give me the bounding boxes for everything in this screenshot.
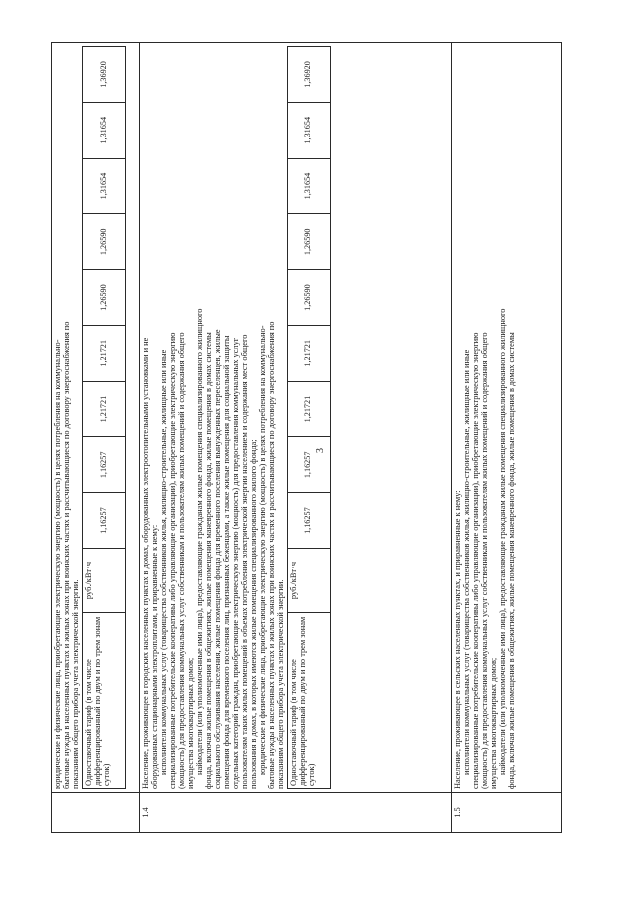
tariff-value: 1,16257 [287, 493, 330, 549]
tariff-value: 1,36920 [287, 47, 330, 103]
tariff-value: 1,16257 [82, 437, 125, 493]
text-line: специализированные потребительские кооперативы либо управляющие организации), приобретающие электрическую энергию [167, 332, 177, 789]
text-line: имущества многоквартирных домов; [185, 657, 195, 789]
tariff-value: 1,21721 [82, 381, 125, 437]
unit-label: руб./кВт·ч [82, 549, 125, 613]
tariff-subtable [287, 46, 331, 789]
table-row-1-5 [452, 43, 562, 833]
text-line: оборудованных стационарными электроплитами, и приравненные к нему: [149, 524, 159, 789]
row-number: 1.4 [140, 793, 452, 833]
text-line: показаниям общего прибора учета электрической энергии. [70, 579, 80, 789]
tariff-subtable [82, 46, 126, 789]
tariff-value: 1,31654 [287, 158, 330, 214]
text-line: юридические и физические лица, приобретающие электрическую энергию (мощность) в целях потребления на коммунально- [53, 339, 62, 789]
text-line: помещения фонда для временного поселения лиц, признанных беженцами, а также жилые помещения для социальной защиты [221, 335, 231, 789]
row-content-cell [140, 43, 452, 793]
text-line: исполнители коммунальных услуг (товарищества собственников жилья, жилищно-строительные, жилищные или иные [158, 349, 168, 775]
text-line: фонда, включая жилые помещения в общежитиях, жилые помещения маневренного фонда, жилые помещения в домах системы [203, 332, 213, 789]
text-line: Население, проживающее в городских населенных пунктах в домах, оборудованных электроотопительными установками и не [141, 337, 150, 789]
text-line: наймодатели (или уполномоченные ими лица), предоставляющие гражданам жилые помещения специализированного жилищного [194, 308, 204, 775]
text-line: показаниям общего прибора учета электрической энергии. [275, 579, 285, 789]
text-line: пользования в домах, в которых имеются жилые помещения специализированного жилого фонда; [248, 439, 258, 789]
tariff-value: 1,31654 [82, 158, 125, 214]
text-line: бытовые нужды в населенных пунктах и жилых зонах при воинских частях и рассчитывающиеся по договору энергоснабжения по [61, 321, 71, 789]
text-line: специализированные потребительские кооперативы либо управляющие организации), приобретающие электрическую энергию [470, 332, 480, 789]
text-line: (мощность) для предоставления коммунальных услуг собственникам и пользователям жилых помещений и содержания общего [479, 332, 489, 789]
row-number: 1.5 [452, 793, 562, 833]
tariff-value: 1,21721 [287, 381, 330, 437]
text-line: бытовые нужды в населенных пунктах и жилых зонах при воинских частях и рассчитывающиеся по договору энергоснабжения по [266, 321, 276, 789]
tariff-value: 1,16257 [287, 437, 330, 493]
row-content-cell [52, 43, 140, 793]
text-line: социального обслуживания населения, жилые помещения фонда для временного поселения вынужденных переселенцев, жилые [212, 329, 222, 789]
text-line: пользователям таких жилых помещений в объемах потребления электрической энергии населением и содержания мест общего [239, 334, 249, 789]
tariff-value: 1,26590 [287, 270, 330, 326]
tariff-value: 1,21721 [287, 325, 330, 381]
text-line: отдельных категорий граждан, приобретающие электрическую энергию (мощность) для предоставления коммунальных услуг [230, 337, 240, 789]
row-number-cell [52, 793, 140, 833]
tariff-label: Одноставочный тариф (в том числе дифференцированный по двум и по трем зонам суток) [287, 613, 330, 789]
tariff-value: 1,26590 [287, 214, 330, 270]
tariff-value: 1,21721 [82, 325, 125, 381]
text-line: юридические и физические лица, приобретающие электрическую энергию (мощность) в целях потребления на коммунально- [257, 325, 267, 775]
text-line: Население, проживающее в сельских населенных пунктах, и приравненные к нему: [453, 490, 462, 789]
text-line: исполнители коммунальных услуг (товарищества собственников жилья, жилищно-строительные, жилищные или иные [461, 349, 471, 775]
tariff-value: 1,31654 [287, 102, 330, 158]
table-row-1-4 [140, 43, 452, 833]
row-content-cell [452, 43, 562, 793]
tariff-value: 1,26590 [82, 214, 125, 270]
text-line: фонда, включая жилые помещения в общежитиях, жилые помещения маневренного фонда, жилые помещения в домах системы [506, 332, 516, 789]
tariff-value: 1,16257 [82, 493, 125, 549]
unit-label: руб./кВт·ч [287, 549, 330, 613]
tariff-table [51, 42, 562, 833]
tariff-value: 1,26590 [82, 270, 125, 326]
tariff-value: 1,31654 [82, 102, 125, 158]
rotated-page-content [51, 43, 561, 833]
tariff-label: Одноставочный тариф (в том числе дифференцированный по двум и по трем зонам суток) [82, 613, 125, 789]
tariff-value: 1,36920 [82, 47, 125, 103]
text-line: имущества многоквартирных домов; [488, 657, 498, 789]
text-line: наймодатели (или уполномоченные ими лица), предоставляющие гражданам жилые помещения специализированного жилищного [497, 308, 507, 775]
page-number: 3 [315, 448, 326, 453]
table-row-continuation [52, 43, 140, 833]
text-line: (мощность) для предоставления коммунальных услуг собственникам и пользователям жилых помещений и содержания общего [176, 332, 186, 789]
